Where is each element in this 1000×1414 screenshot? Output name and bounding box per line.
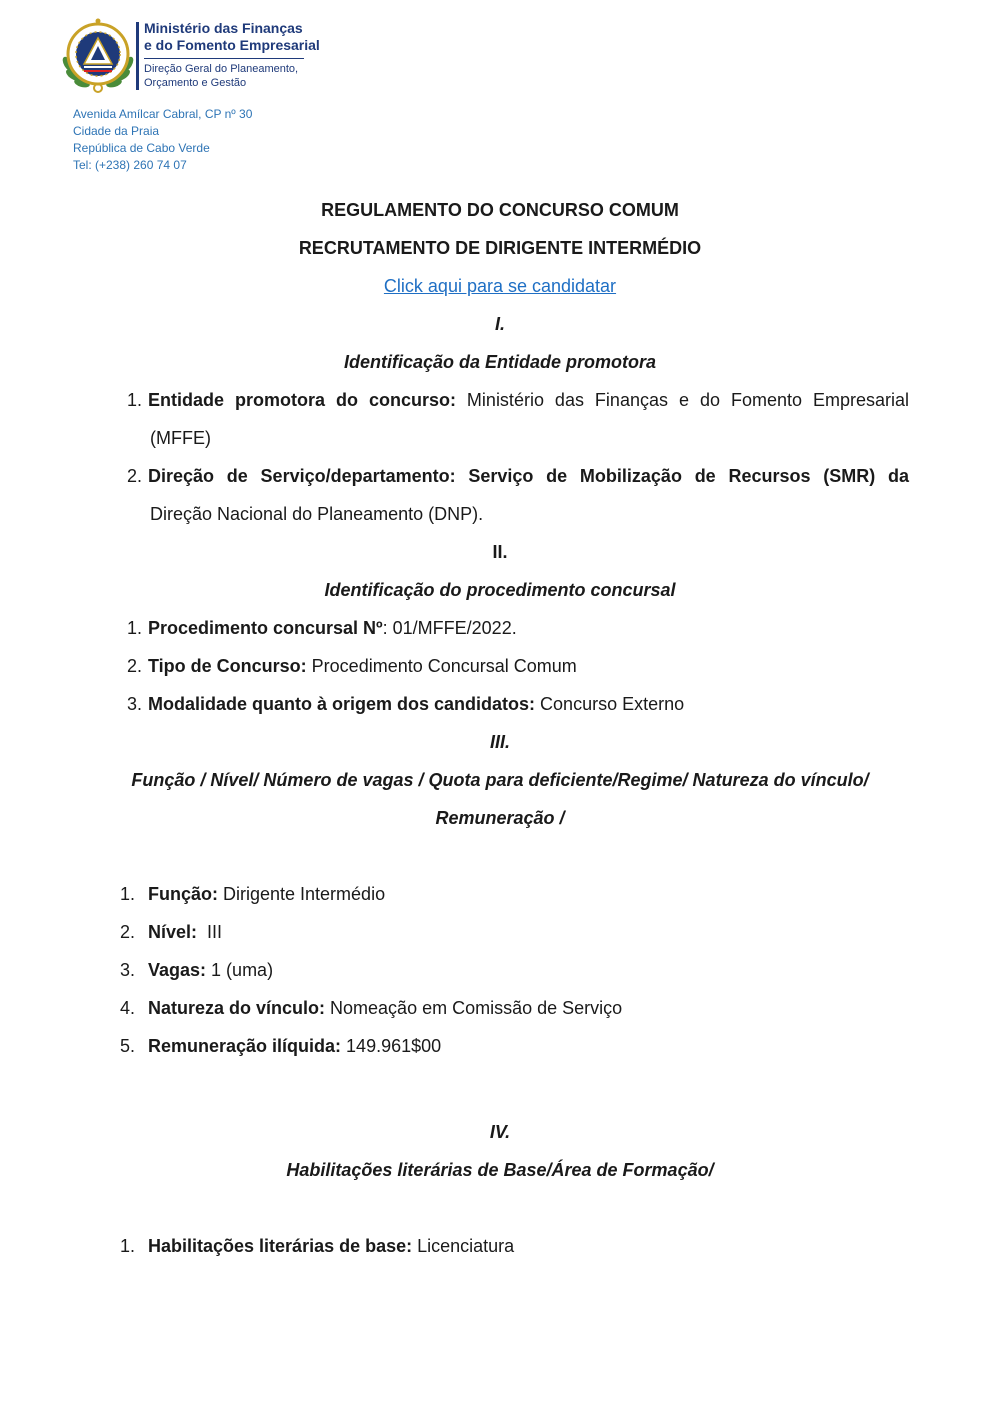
coat-of-arms-icon: [60, 18, 136, 94]
section-1-heading: Identificação da Entidade promotora: [343, 352, 657, 372]
section-3-heading: Função / Nível/ Número de vagas / Quota para deficiente/Regime/ Natureza do vínculo/: [131, 770, 869, 790]
list-item-number: 1.: [120, 1236, 136, 1256]
section-3-numeral: III.: [489, 732, 510, 752]
list-item: [148, 1234, 514, 1258]
list-item-number: 2.: [120, 922, 136, 942]
item-label: Procedimento concursal Nº: [148, 618, 383, 638]
item-value-continued: (MFFE): [150, 428, 211, 448]
list-item-number: 5.: [120, 1036, 136, 1056]
list-item: [148, 920, 222, 944]
item-value: Nomeação em Comissão de Serviço: [325, 998, 623, 1018]
item-label: Natureza do vínculo:: [148, 998, 326, 1018]
list-item-number: 1.: [120, 884, 136, 904]
item-label: Tipo de Concurso:: [148, 656, 307, 676]
list-item: [148, 388, 909, 412]
item-value: : 01/MFFE/2022.: [382, 618, 517, 638]
list-item-number: 2.: [127, 466, 143, 486]
apply-link-row: [0, 274, 1000, 298]
item-label: Entidade promotora do concurso:: [148, 390, 456, 410]
list-item: [148, 692, 684, 716]
list-item: [148, 958, 273, 982]
item-label: Vagas:: [148, 960, 207, 980]
direction-name: Direção Geral do Planeamento, Orçamento e Gestão: [144, 63, 299, 89]
list-item-number: 3.: [120, 960, 136, 980]
item-label: Função:: [148, 884, 218, 904]
item-value: Dirigente Intermédio: [218, 884, 386, 904]
address-block: [73, 106, 252, 174]
item-value: Procedimento Concursal Comum: [306, 656, 577, 676]
item-label: Habilitações literárias de base:: [148, 1236, 413, 1256]
letterhead: [60, 18, 360, 98]
list-item-number: 2.: [127, 656, 143, 676]
item-value: 1 (uma): [206, 960, 274, 980]
section-3-heading-continued: Remuneração /: [435, 808, 565, 828]
address-phone: Tel: (+238) 260 74 07: [73, 158, 187, 172]
item-value: Concurso Externo: [535, 694, 685, 714]
item-label: Nível:: [148, 922, 198, 942]
item-value: Licenciatura: [412, 1236, 515, 1256]
document-subtitle: RECRUTAMENTO DE DIRIGENTE INTERMÉDIO: [298, 238, 702, 258]
section-2-heading: Identificação do procedimento concursal: [324, 580, 676, 600]
section-2-numeral: II.: [492, 542, 508, 562]
list-item: [148, 1034, 441, 1058]
section-1-numeral: I.: [494, 314, 505, 334]
ministry-underline: [144, 58, 304, 59]
list-item-number: 3.: [127, 694, 143, 714]
document-title: REGULAMENTO DO CONCURSO COMUM: [321, 200, 679, 220]
list-item-number: 1.: [127, 390, 143, 410]
list-item: [148, 996, 622, 1020]
list-item: [148, 654, 577, 678]
item-value: 149.961$00: [341, 1036, 442, 1056]
section-4-heading: Habilitações literárias de Base/Área de Formação/: [286, 1160, 714, 1180]
address-country: República de Cabo Verde: [73, 141, 210, 155]
item-value-continued: Direção Nacional do Planeamento (DNP).: [150, 504, 484, 524]
item-label: Remuneração ilíquida:: [148, 1036, 342, 1056]
list-item: Direção de Serviço/departamento: Serviço de Mobilização de Recursos (SMR) da: [148, 466, 909, 486]
ministry-name: Ministério das Finanças e do Fomento Empresarial: [144, 20, 320, 53]
list-item: [148, 616, 517, 640]
list-item-number: 4.: [120, 998, 136, 1018]
item-value: III: [197, 922, 223, 942]
item-label: Modalidade quanto à origem dos candidatos:: [148, 694, 536, 714]
address-city: Cidade da Praia: [73, 124, 160, 138]
list-item-number: 1.: [127, 618, 143, 638]
list-item: [148, 882, 385, 906]
section-4-numeral: IV.: [489, 1122, 511, 1142]
letterhead-divider: [136, 22, 139, 90]
item-value: Ministério das Finanças e do Fomento Empresarial: [455, 390, 909, 410]
address-street: Avenida Amílcar Cabral, CP nº 30: [73, 107, 253, 121]
apply-link[interactable]: Click aqui para se candidatar: [383, 276, 617, 296]
